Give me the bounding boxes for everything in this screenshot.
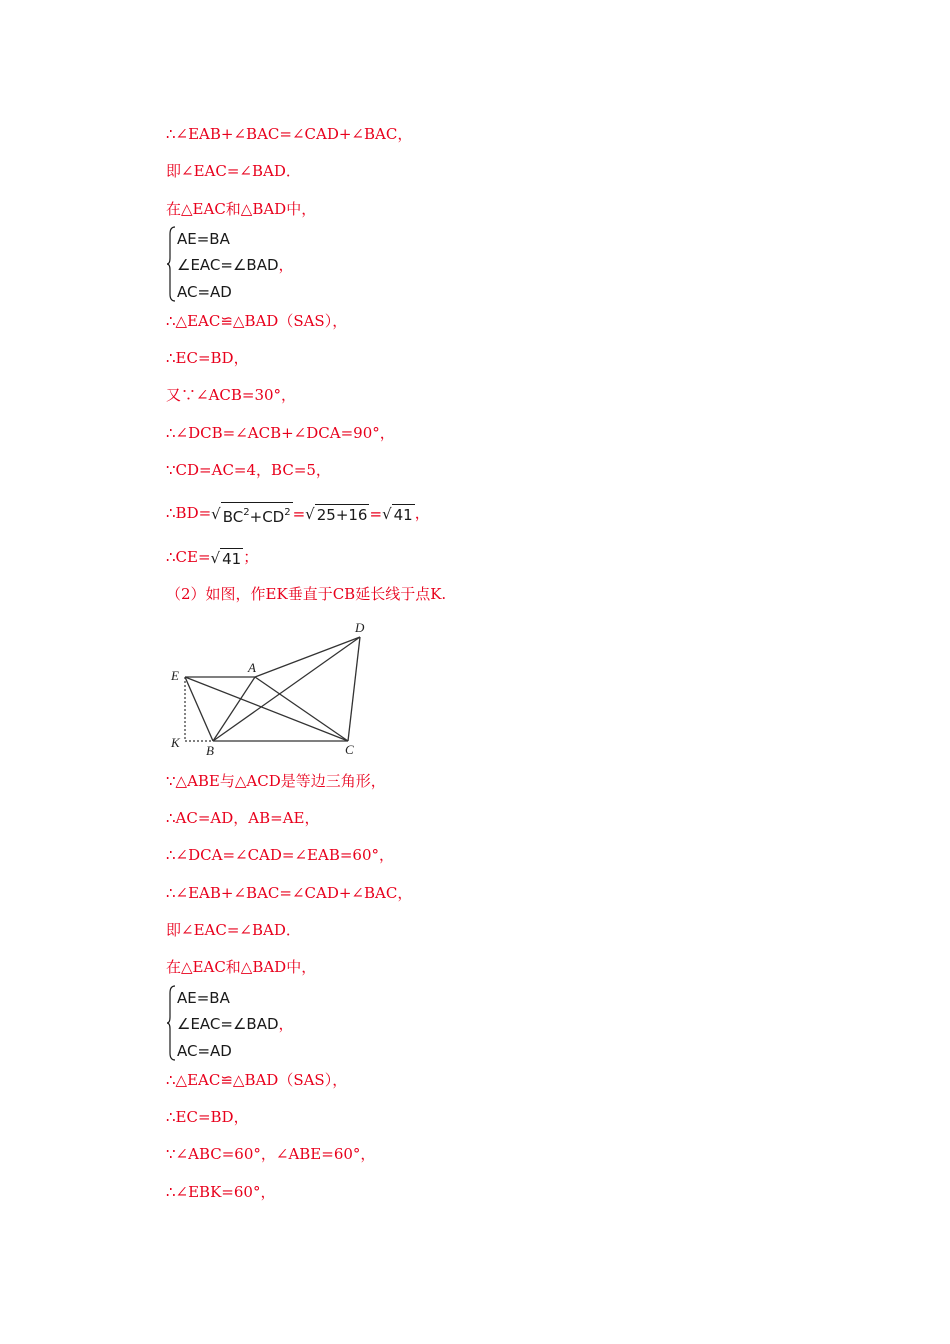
step-line: ∴∠EBK=60°， [166,1183,276,1201]
system-row: ∠EAC=∠BAD， [177,1015,294,1033]
label-B: B [206,743,214,758]
sqrt-expression: √ 25+16 [305,505,368,524]
ce-formula-line: ∴CE=√ 41 ； [166,545,258,570]
label-A: A [248,660,256,675]
step-line: 即∠EAC=∠BAD． [166,921,301,939]
bd-formula-line: ∴BD=√ $BC^2+CD^2$ =√ 25+16 =√ 41 ， [166,500,430,527]
equation-system [166,226,326,302]
sqrt-expression: √ 41 [210,549,242,568]
system-row: ∠EAC=∠BAD， [177,256,294,274]
step-line: （2）如图，作EK垂直于CB延长线于点K. [166,585,447,603]
system-row: AC=AD [177,283,232,301]
geometry-figure [160,615,380,763]
step-line: ∴EC=BD， [166,1108,249,1126]
segment-AD [255,637,360,677]
step-line: ∵CD=AC=4，BC=5， [166,461,331,479]
system-row: AC=AD [177,1042,232,1060]
step-line: 在△EAC和△BAD中， [166,958,317,976]
step-line: 即∠EAC=∠BAD． [166,162,301,180]
segment-BD [213,637,360,741]
left-brace-icon [166,985,176,1061]
label-D: D [355,620,365,635]
label-C: C [345,742,354,757]
equation-system [166,985,326,1061]
system-row: AE=BA [177,989,230,1007]
segment-DC [348,637,360,741]
label-K: K [171,735,180,750]
step-line: ∴AC=AD，AB=AE， [166,809,320,827]
left-brace-icon [166,226,176,302]
step-line: ∴△EAC≌△BAD（SAS）， [166,1071,348,1089]
step-line: ∴∠EAB+∠BAC=∠CAD+∠BAC， [166,125,413,143]
sqrt-expression: √ $BC^2+CD^2$ [211,501,292,528]
step-line: ∵∠ABC=60°，∠ABE=60°， [166,1145,376,1163]
step-line: ∵△ABE与△ACD是等边三角形， [166,772,386,790]
step-line: ∴∠DCB=∠ACB+∠DCA=90°， [166,424,395,442]
label-E: E [171,668,179,683]
step-line: 又∵∠ACB=30°， [166,386,297,404]
segment-AB [213,677,255,741]
step-line: ∴∠DCA=∠CAD=∠EAB=60°， [166,846,395,864]
system-row: AE=BA [177,230,230,248]
step-line: 在△EAC和△BAD中， [166,200,317,218]
sqrt-expression: √ 41 [382,505,413,524]
segment-AC [255,677,348,741]
step-line: ∴△EAC≌△BAD（SAS）， [166,312,348,330]
step-line: ∴EC=BD， [166,349,249,367]
step-line: ∴∠EAB+∠BAC=∠CAD+∠BAC， [166,884,413,902]
